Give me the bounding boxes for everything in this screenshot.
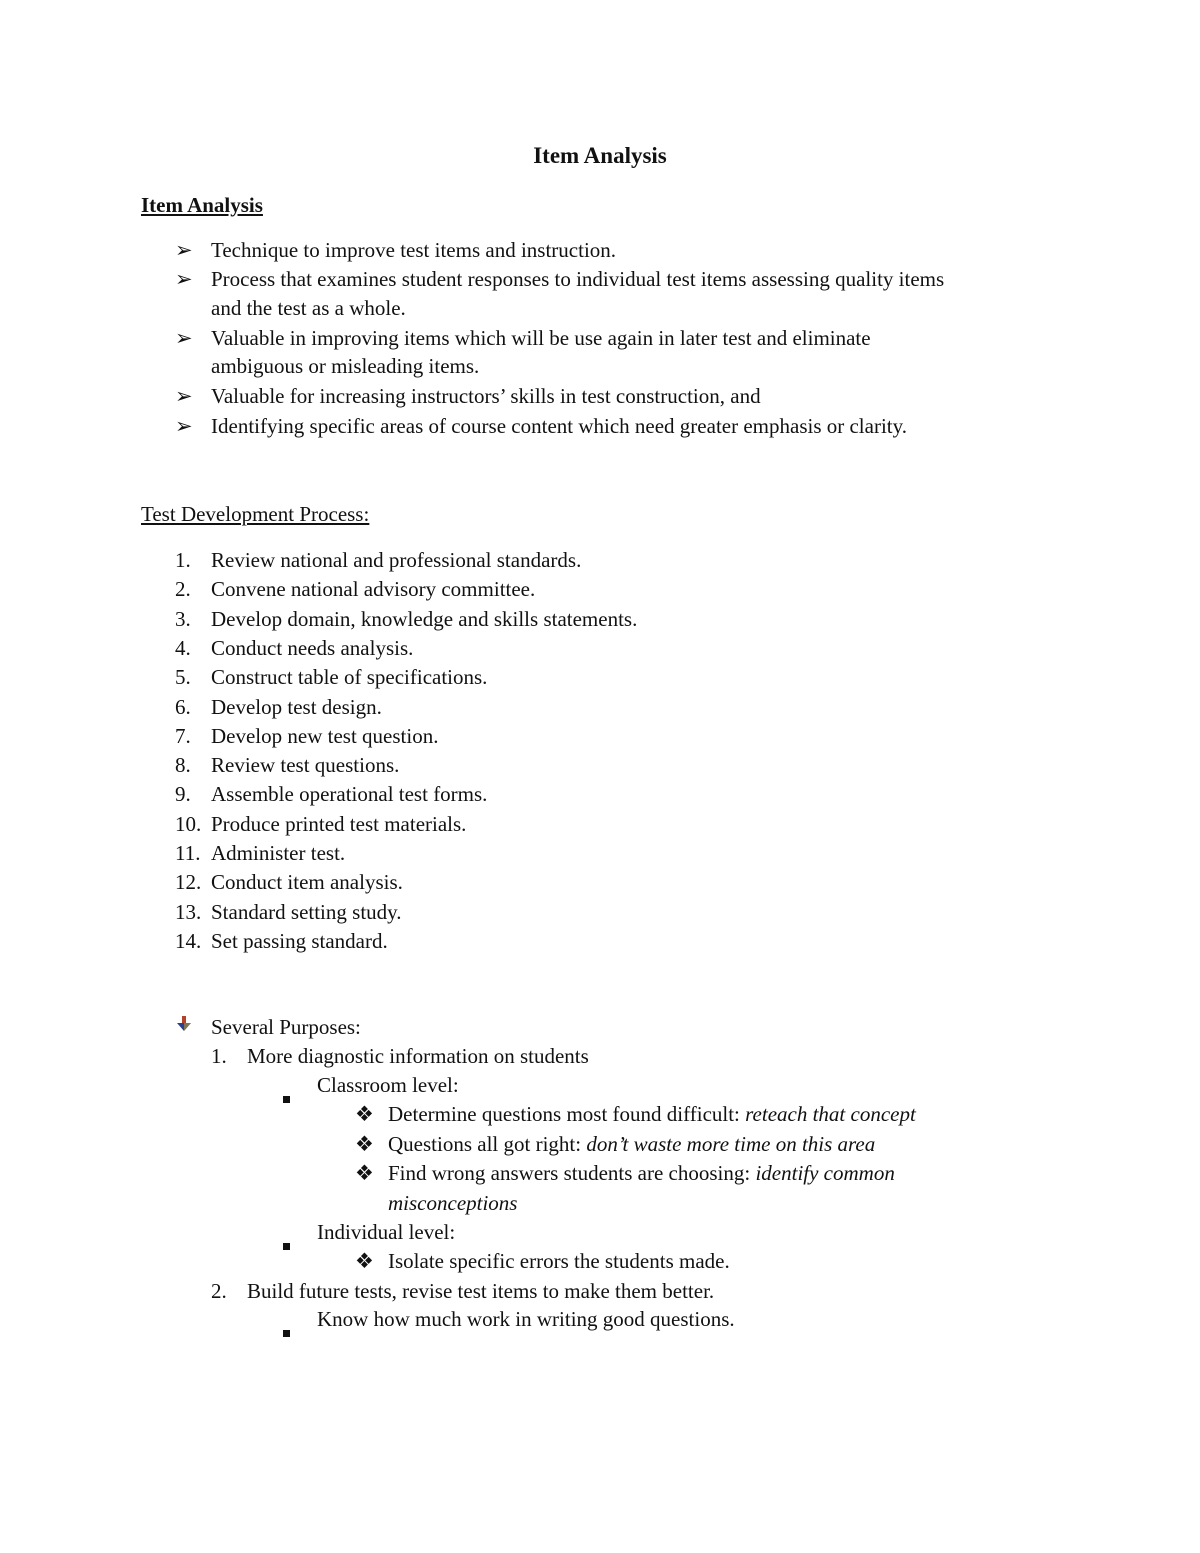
step-number: 2.: [175, 577, 191, 602]
step-number: 8.: [175, 753, 191, 778]
step-text: Develop new test question.: [211, 723, 439, 748]
step-number: 7.: [175, 723, 191, 748]
step-number: 11.: [175, 841, 201, 865]
step-text: Conduct item analysis.: [211, 870, 403, 895]
step-number: 14.: [175, 928, 202, 953]
section-heading-test-development: Test Development Process:: [141, 502, 370, 526]
step-number: 10.: [175, 811, 202, 836]
step-text: Convene national advisory committee.: [211, 577, 536, 602]
arrow-bullet-icon: ➢: [175, 414, 193, 438]
square-bullet-icon: [283, 1316, 290, 1345]
arrow-bullet-icon: ➢: [175, 238, 193, 262]
step-text: Develop test design.: [211, 694, 382, 719]
diamond-bullet-icon: ❖: [355, 1161, 374, 1185]
step-number: 12.: [175, 870, 202, 895]
step-text: Review national and professional standards.: [211, 548, 582, 572]
step-number: 3.: [175, 606, 191, 631]
square-bullet-icon: [283, 1229, 290, 1258]
step-text: Conduct needs analysis.: [211, 635, 414, 660]
step-text: Produce printed test materials.: [211, 811, 467, 836]
step-text: Construct table of specifications.: [211, 665, 488, 690]
arrow-bullet-icon: ➢: [175, 267, 193, 291]
arrow-bullet-icon: ➢: [175, 326, 193, 350]
page-title: Item Analysis: [533, 143, 667, 168]
step-text: Administer test.: [211, 841, 346, 865]
step-text: Develop domain, knowledge and skills statements.: [211, 606, 638, 631]
step-number: 4.: [175, 635, 191, 660]
diamond-bullet-icon: ❖: [355, 1132, 374, 1156]
step-number: 5.: [175, 665, 191, 690]
diamond-bullet-icon: ❖: [355, 1102, 374, 1126]
step-text: Set passing standard.: [211, 928, 388, 953]
step-text: Assemble operational test forms.: [211, 782, 488, 807]
step-number: 13.: [175, 899, 202, 924]
step-text: Standard setting study.: [211, 899, 402, 924]
step-text: Review test questions.: [211, 753, 400, 778]
square-bullet-icon: [283, 1082, 290, 1111]
arrow-bullet-icon: ➢: [175, 384, 193, 408]
down-arrow-bullet-icon: [175, 1013, 193, 1043]
step-number: 9.: [175, 782, 191, 807]
step-number: 1.: [175, 548, 191, 572]
step-number: 6.: [175, 694, 191, 719]
document-page: Item Analysis Item Analysis ➢ Technique to improve test items and instruction. ➢ Process that examines student responses to individual test items assessing quality items and the test as a whole. ➢ Valuable in improving items which will be use again in later test and eliminate ambiguous or misleading items. ➢ Valuable for increasing instructors’ skills in test construction, and ➢ Identifying specific areas of course content which need greater emphasis or clarity. Test Development Process: 1. Review national and professional standards. 2. Convene national advisory committee. 3. Develop domain, knowledge and skills statements. 4. Conduct needs analysis. 5. Construct table of specifications. 6. Develop test design. 7. Develop new test question. 8. Review test questions. 9. Assemble operational test forms. 10. Produce printed test materials. 11. Administer test. 12. Conduct item analysis. 13. Standard setting study. 14. Set passing standard. Several Purposes: 1. More diagnostic information on students Classroom level: ❖ Determine questions most found difficult: reteach that concept ❖ Questions all got right: don’t waste more time on this area ❖ Find wrong answers students are choosing: identify common misconceptions Individual level: ❖ Isolate specific errors the students made. 2. Build future tests, revise test items to make them better. Know how much work in writing good questions.: [0, 0, 1200, 1553]
section-heading-item-analysis: Item Analysis: [141, 193, 263, 217]
diamond-bullet-icon: ❖: [355, 1249, 374, 1273]
